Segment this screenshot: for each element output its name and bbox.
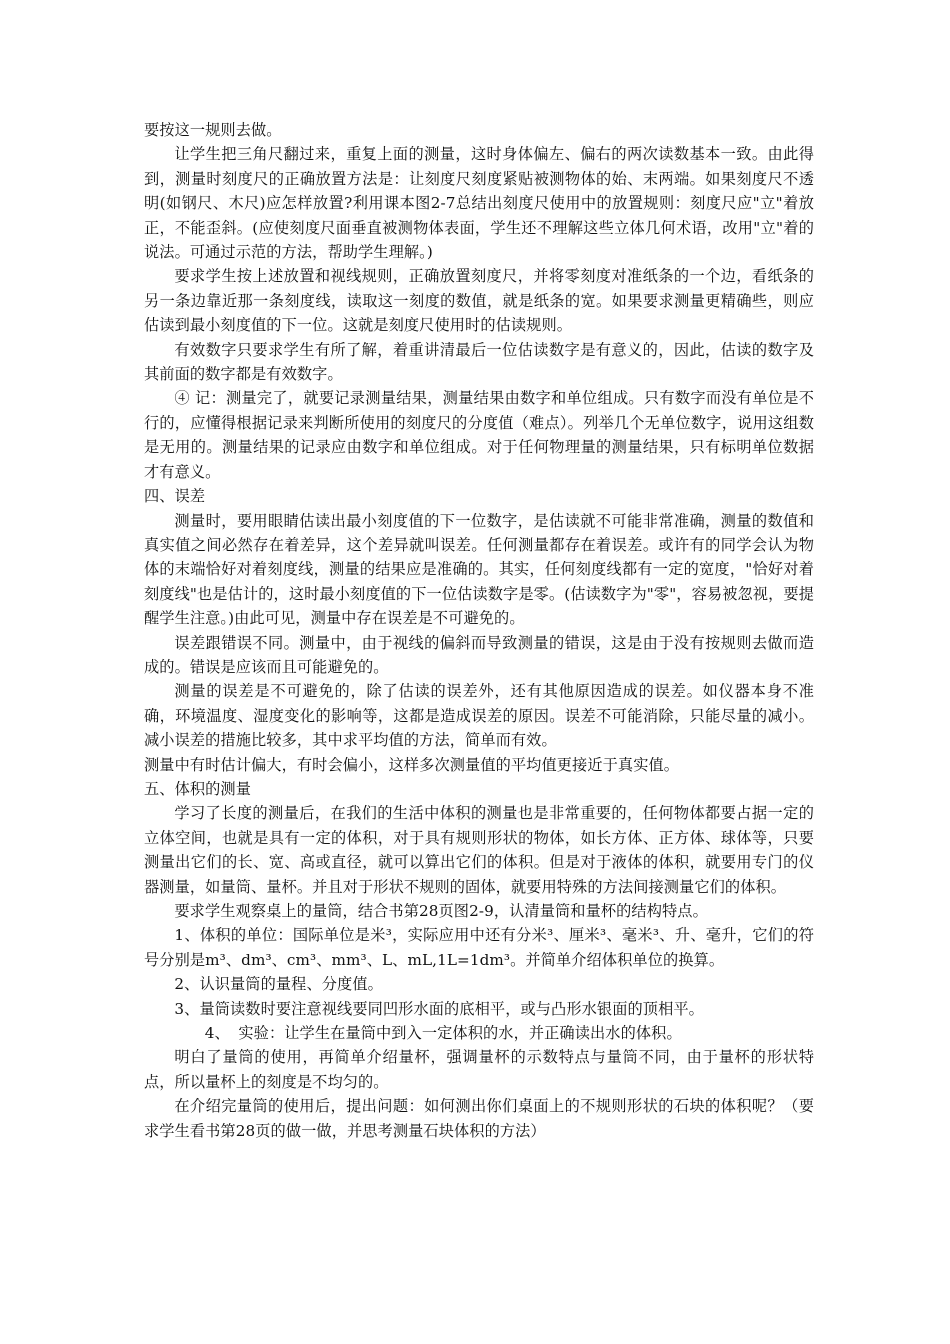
paragraph: 在介绍完量筒的使用后，提出问题：如何测出你们桌面上的不规则形状的石块的体积呢？（要求学生看书第28页的做一做，并思考测量石块体积的方法） [144,1097,814,1140]
paragraph: 测量的误差是不可避免的，除了估读的误差外，还有其他原因造成的误差。如仪器本身不准确，环境温度、湿度变化的影响等，这都是造成误差的原因。误差不可能消除，只能尽量的减小。减小误差的措施比较多，其中求平均值的方法，简单而有效。 [144,682,814,750]
paragraph: 2、认识量筒的量程、分度值。 [174,975,383,994]
paragraph: 要求学生按上述放置和视线规则，正确放置刻度尺，并将零刻度对准纸条的一个边，看纸条的另一条边靠近那一条刻度线，读取这一刻度的数值，就是纸条的宽。如果要求测量更精确些，则应估读到最小刻度值的下一位。这就是刻度尺使用时的估读规则。 [144,267,814,335]
paragraph: 1、体积的单位：国际单位是米³，实际应用中还有分米³、厘米³、毫米³、升、毫升，它们的符号分别是m³、dm³、cm³、mm³、L、mL,1L=1dm³。并简单介绍体积单位的换算。 [144,926,814,969]
paragraph: 要按这一规则去做。 [144,121,282,139]
paragraph: 误差跟错误不同。测量中，由于视线的偏斜而导致测量的错误，这是由于没有按规则去做而造成的。错误是应该而且可能避免的。 [144,633,814,676]
paragraph: ④ 记：测量完了，就要记录测量结果，测量结果由数字和单位组成。只有数字而没有单位是不行的，应懂得根据记录来判断所使用的刻度尺的分度值（难点）。列举几个无单位数字，说用这组数是无用的。测量结果的记录应由数字和单位组成。对于任何物理量的测量结果，只有标明单位数据才有意义。 [144,389,814,481]
experiment-item [144,1021,814,1045]
document-body [144,118,814,1143]
paragraph: 有效数字只要求学生有所了解，着重讲清最后一位估读数字是有意义的，因此，估读的数字及其前面的数字都是有效数字。 [144,340,814,384]
paragraph: 要求学生观察桌上的量筒，结合书第28页图2-9，认清量筒和量杯的结构特点。 [174,902,708,920]
section-heading: 五、体积的测量 [144,779,252,798]
experiment-text: 实验：让学生在量筒中到入一定体积的水，并正确读出水的体积。 [238,1024,682,1043]
paragraph: 3、量筒读数时要注意视线要同凹形水面的底相平，或与凸形水银面的顶相平。 [174,999,704,1018]
paragraph: 让学生把三角尺翻过来，重复上面的测量，这时身体偏左、偏右的两次读数基本一致。由此得到，测量时刻度尺的正确放置方法是：让刻度尺刻度紧贴被测物体的始、末两端。如果刻度尺不透明(如钢尺、木尺)应怎样放置?利用课本图2-7总结出刻度尺使用中的放置规则：刻度尺应"立"着放正，不能歪斜。(应使刻度尺面垂直被测物体表面，学生还不理解这些立体几何术语，改用"立"着的说法。可通过示范的方法，帮助学生理解。) [144,145,814,262]
paragraph: 明白了量筒的使用，再简单介绍量杯，强调量杯的示数特点与量筒不同，由于量杯的形状特点，所以量杯上的刻度是不均匀的。 [144,1048,814,1091]
paragraph: 测量时，要用眼睛估读出最小刻度值的下一位数字，是估读就不可能非常准确，测量的数值和真实值之间必然存在着差异，这个差异就叫误差。任何测量都存在着误差。或许有的同学会认为物体的末端恰好对着刻度线，测量的结果应是准确的。其实，任何刻度线都有一定的宽度，"恰好对着刻度线"也是估计的，这时最小刻度值的下一位估读数字是零。(估读数字为"零"，容易被忽视，要提醒学生注意。)由此可见，测量中存在误差是不可避免的。 [144,511,814,628]
paragraph: 学习了长度的测量后，在我们的生活中体积的测量也是非常重要的，任何物体都要占据一定的立体空间，也就是具有一定的体积，对于具有规则形状的物体，如长方体、正方体、球体等，只要测量出它们的长、宽、高或直径，就可以算出它们的体积。但是对于液体的体积，就要用专门的仪器测量，如量筒、量杯。并且对于形状不规则的固体，就要用特殊的方法间接测量它们的体积。 [144,804,814,896]
paragraph: 测量中有时估计偏大，有时会偏小，这样多次测量值的平均值更接近于真实值。 [144,755,680,774]
section-heading: 四、误差 [144,487,206,506]
experiment-number: 4、 [204,1024,230,1043]
